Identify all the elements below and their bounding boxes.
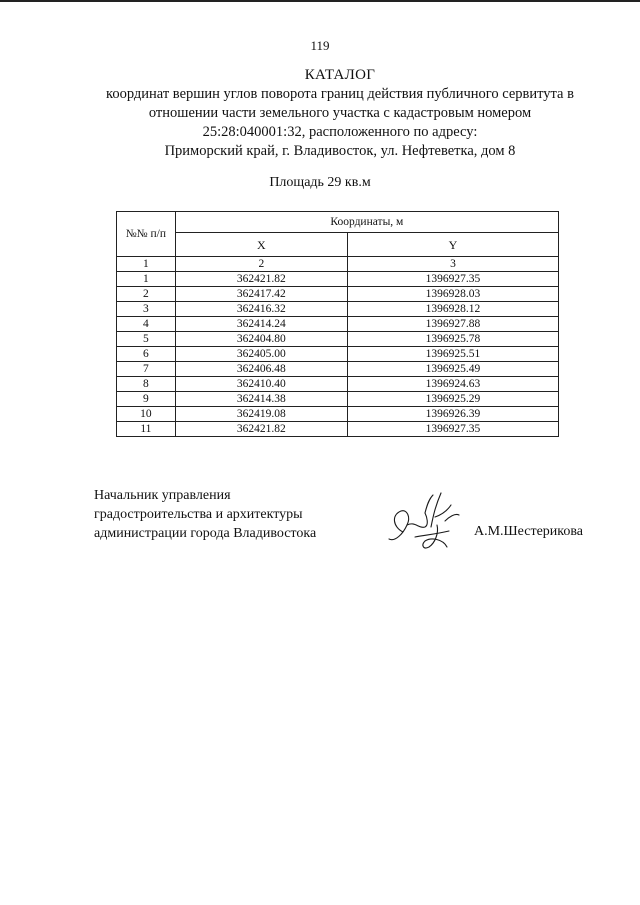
table-body — [117, 257, 559, 437]
coordinates-table — [116, 211, 559, 437]
table-header-row-1 — [117, 212, 559, 233]
x-coordinate-cell: 362414.24 — [175, 317, 347, 332]
point-number-cell: 11 — [117, 422, 176, 437]
table-row — [117, 392, 559, 407]
point-number-cell: 4 — [117, 317, 176, 332]
signatory-position-line-2: градостроительства и архитектуры — [94, 507, 303, 522]
page-number: 119 — [310, 38, 330, 53]
table-row — [117, 422, 559, 437]
point-number-cell: 6 — [117, 347, 176, 362]
header-line-1: координат вершин углов поворота границ действия публичного сервитута в — [106, 86, 574, 102]
x-coordinate-cell: 362404.80 — [175, 332, 347, 347]
column-index-cell: 1 — [117, 257, 176, 272]
x-coordinate-cell: 362406.48 — [175, 362, 347, 377]
column-header-y: Y — [347, 233, 558, 257]
point-number-cell: 9 — [117, 392, 176, 407]
header-line-2: отношении части земельного участка с кадастровым номером — [148, 105, 532, 121]
table-row — [117, 362, 559, 377]
x-coordinate-cell: 362416.32 — [175, 302, 347, 317]
column-index-cell: 2 — [175, 257, 347, 272]
document-title: КАТАЛОГ — [304, 67, 376, 83]
point-number-cell: 10 — [117, 407, 176, 422]
x-coordinate-cell: 362414.38 — [175, 392, 347, 407]
x-coordinate-cell: 362417.42 — [175, 287, 347, 302]
table-row — [117, 332, 559, 347]
column-header-x: X — [175, 233, 347, 257]
x-coordinate-cell: 362405.00 — [175, 347, 347, 362]
header-line-3: 25:28:040001:32, расположенного по адресу: — [202, 124, 478, 140]
table-row — [117, 377, 559, 392]
y-coordinate-cell: 1396928.12 — [347, 302, 558, 317]
page-top-edge-line — [0, 0, 640, 2]
table-row — [117, 302, 559, 317]
y-coordinate-cell: 1396927.35 — [347, 272, 558, 287]
column-index-row — [117, 257, 559, 272]
table-row — [117, 347, 559, 362]
x-coordinate-cell: 362421.82 — [175, 422, 347, 437]
signatory-position-line-1: Начальник управления — [94, 488, 231, 503]
y-coordinate-cell: 1396928.03 — [347, 287, 558, 302]
y-coordinate-cell: 1396925.49 — [347, 362, 558, 377]
point-number-cell: 3 — [117, 302, 176, 317]
point-number-cell: 2 — [117, 287, 176, 302]
column-header-number: №№ п/п — [117, 212, 176, 257]
x-coordinate-cell: 362421.82 — [175, 272, 347, 287]
y-coordinate-cell: 1396927.88 — [347, 317, 558, 332]
x-coordinate-cell: 362410.40 — [175, 377, 347, 392]
point-number-cell: 1 — [117, 272, 176, 287]
area-label: Площадь 29 кв.м — [269, 175, 371, 190]
point-number-cell: 7 — [117, 362, 176, 377]
point-number-cell: 8 — [117, 377, 176, 392]
signatory-position — [94, 486, 316, 543]
handwritten-signature — [385, 487, 467, 557]
column-index-cell: 3 — [347, 257, 558, 272]
y-coordinate-cell: 1396925.29 — [347, 392, 558, 407]
y-coordinate-cell: 1396927.35 — [347, 422, 558, 437]
table-row — [117, 317, 559, 332]
column-header-coordinates: Координаты, м — [175, 212, 558, 233]
point-number-cell: 5 — [117, 332, 176, 347]
y-coordinate-cell: 1396925.78 — [347, 332, 558, 347]
signatory-position-line-3: администрации города Владивостока — [94, 526, 317, 541]
header-line-4: Приморский край, г. Владивосток, ул. Нефтеветка, дом 8 — [164, 143, 516, 159]
table-row — [117, 287, 559, 302]
table-header-row-2 — [117, 233, 559, 257]
table-header — [117, 212, 559, 257]
table-row — [117, 272, 559, 287]
x-coordinate-cell: 362419.08 — [175, 407, 347, 422]
y-coordinate-cell: 1396925.51 — [347, 347, 558, 362]
y-coordinate-cell: 1396924.63 — [347, 377, 558, 392]
table-row — [117, 407, 559, 422]
signatory-name: А.М.Шестерикова — [474, 524, 584, 539]
document-header — [60, 66, 620, 161]
y-coordinate-cell: 1396926.39 — [347, 407, 558, 422]
